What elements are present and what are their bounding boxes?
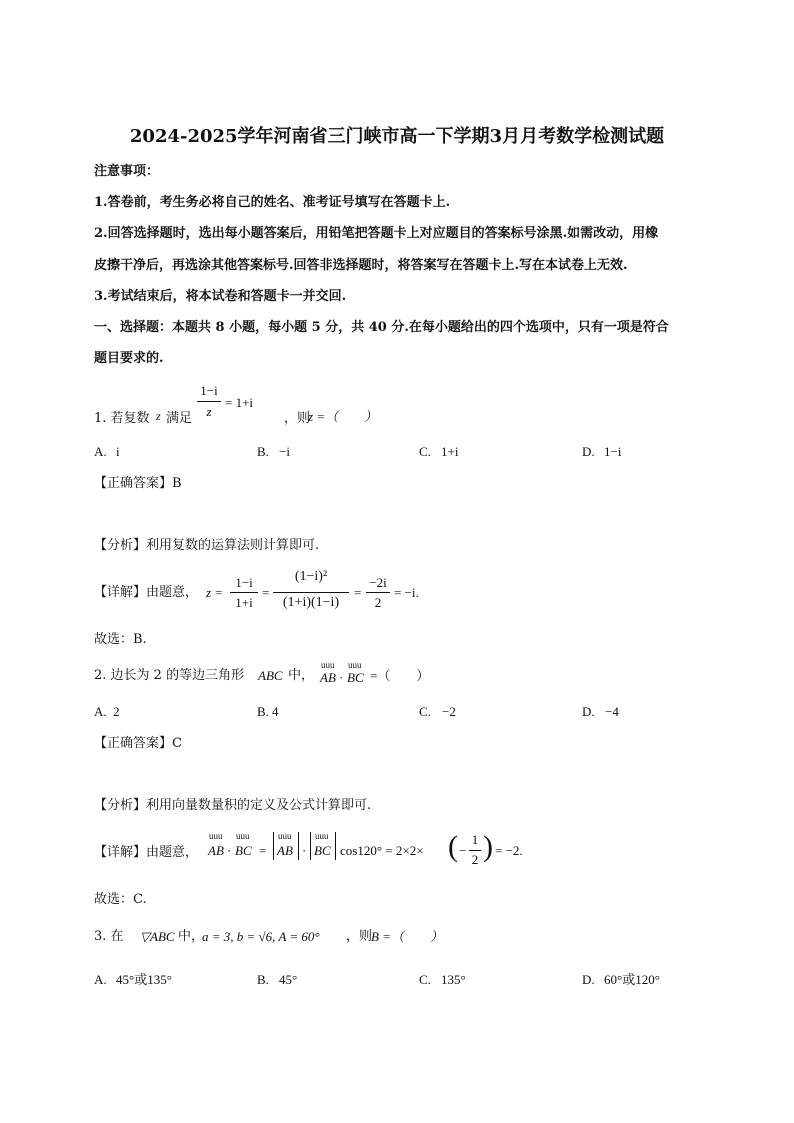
q2-prefix: 2. 边长为 2 的等边三角形 [94,668,245,683]
q2-d-v1: AB [208,843,224,858]
page-title: 2024-2025学年河南省三门峡市高一下学期3月月考数学检测试题 [129,126,665,147]
q2-d-frac-line [469,850,481,851]
q3-option-b-key: B. [257,972,269,987]
q2-d-end: = −2. [495,843,523,858]
q2-d-rparen: ) [483,830,493,863]
q3-option-d: 60°或120° [604,972,660,987]
q2-option-d: −4 [605,704,619,719]
q1-answer: 【正确答案】B [94,476,182,491]
q2-mid: 中， [288,668,315,683]
note-1: 1.答卷前，考生务必将自己的姓名、准考证号填写在答题卡上. [94,195,451,210]
q3-option-b: 45° [279,972,298,987]
q2-option-a-key: A. [94,704,107,719]
q2-ask: =（ ） [370,668,430,683]
q1-d-frac1-num: 1−i [235,575,253,590]
q1-d-eq1: = [262,585,270,600]
q1-d-frac1-line [230,592,258,593]
q1-detail-z: z = [206,585,224,600]
q2-option-d-key: D. [582,704,595,719]
q1-option-b-key: B. [257,444,269,459]
q2-answer: 【正确答案】C [94,736,182,751]
q1-option-c-key: C. [419,444,431,459]
q2-d-abs1: AB [277,843,293,858]
q2-d-vec-arrow-2: uuu [236,831,250,841]
q1-detail-label: 【详解】由题意， [94,585,199,600]
q2-d-mid: · [302,843,307,858]
q1-option-c: 1+i [441,444,459,459]
q1-option-a-key: A. [94,444,107,459]
q2-abs1-left-bar [273,832,274,860]
q3-cond: a = 3, b = √6, A = 60° [202,929,320,944]
q1-var-z: z [156,409,161,423]
q1-option-d-key: D. [582,444,595,459]
q1-d-end: = −i. [394,585,419,600]
q2-v2: BC [347,670,364,685]
q3-suffix: ，则 [346,929,373,944]
q2-d-lparen: ( [448,830,458,863]
q2-d-vec-arrow-3: uuu [278,831,292,841]
q2-option-c-key: C. [419,704,431,719]
q2-dot: · [339,670,344,685]
q2-d-vec-arrow-1: uuu [209,831,223,841]
notes-heading: 注意事项： [94,164,160,179]
q2-d-minus: − [459,843,467,858]
q1-prefix: 1. 若复数 [94,411,150,426]
q2-option-a: 2 [113,704,120,719]
q1-rhs: = 1+i [225,395,254,410]
q2-analysis: 【分析】利用向量数量积的定义及公式计算即可. [94,798,372,813]
q1-choose: 故选：B. [94,632,147,647]
q3-option-c-key: C. [419,972,431,987]
q2-option-c: −2 [442,704,456,719]
q2-d-eq: = [259,843,267,858]
q3-ask: B =（ ） [371,929,443,944]
q3-option-a: 45°或135° [116,972,172,987]
q2-abs2-right-bar [335,832,336,860]
note-2-line-2: 皮擦干净后，再选涂其他答案标号.回答非选择题时，将答案写在答题卡上.写在本试卷上无效. [94,258,628,273]
note-3: 3.考试结束后，将本试卷和答题卡一并交回. [94,289,347,304]
q2-option-b: 4 [272,704,279,719]
q1-mid: 满足 [166,411,193,426]
q1-d-eq2: = [354,585,362,600]
q2-d-cos: cos120° = 2×2× [340,843,424,858]
q1-d-frac2-line [273,592,349,593]
q1-d-frac1-den: 1+i [235,595,253,610]
q2-v1: AB [320,670,336,685]
q2-abs1-right-bar [298,832,299,860]
q1-option-b: −i [279,444,290,459]
q2-d-abs2: BC [314,843,331,858]
q1-d-frac3-num: −2i [369,575,387,590]
q2-detail-label: 【详解】由题意， [94,845,199,860]
q2-vec-arrow-1: uuu [321,660,335,670]
q2-d-frac-den: 2 [471,852,479,867]
q3-option-c: 135° [441,972,466,987]
q2-abs2-left-bar [310,832,311,860]
q3-mid: 中， [178,929,205,944]
q3-option-d-key: D. [582,972,595,987]
q1-frac-den: z [206,404,212,419]
q1-frac-line [197,401,221,402]
q2-choose: 故选：C. [94,892,147,907]
section-1-line-1: 一、选择题：本题共 8 小题，每小题 5 分，共 40 分.在每小题给出的四个选项中，只有一项是符合 [94,320,669,335]
q1-d-frac2-num: (1−i)² [294,569,328,584]
q3-option-a-key: A. [94,972,107,987]
q2-d-dot: · [227,843,232,858]
q1-frac-num: 1−i [200,383,218,398]
q2-vec-arrow-2: uuu [348,660,362,670]
q1-d-frac3-den: 2 [374,595,382,610]
section-1-line-2: 题目要求的. [94,351,164,366]
q2-d-vec-arrow-4: uuu [315,831,329,841]
q1-option-d: 1−i [604,444,622,459]
q1-d-frac3-line [366,592,390,593]
q1-analysis: 【分析】利用复数的运算法则计算即可. [94,538,320,553]
q2-d-frac-num: 1 [471,832,479,847]
q2-tri: ABC [258,668,283,683]
q2-d-v2: BC [235,843,252,858]
q1-ask: z =（ ） [308,409,378,424]
q1-d-frac2-den: (1+i)(1−i) [282,595,340,610]
q2-option-b-key: B. [257,704,269,719]
q1-option-a: i [116,444,120,459]
note-2-line-1: 2.回答选择题时，选出每小题答案后，用铅笔把答题卡上对应题目的答案标号涂黑.如需改动，用橡 [94,226,659,241]
q3-tri: ▽ABC [140,929,175,944]
q3-prefix: 3. 在 [94,929,124,944]
q1-suffix: ，则 [284,411,311,426]
